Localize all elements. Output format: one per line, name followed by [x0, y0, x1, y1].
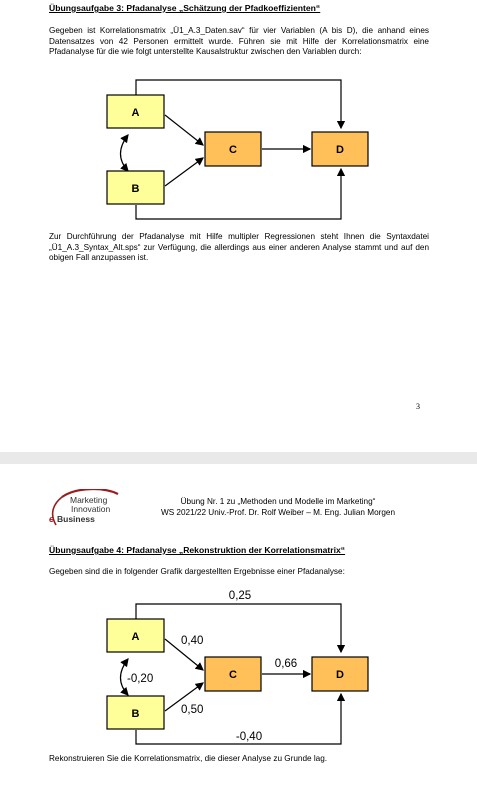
svg-text:Marketing: Marketing	[70, 495, 108, 505]
course-header-line-2: WS 2021/22 Univ.-Prof. Dr. Rolf Weiber – M. Eng. Julian Morgen	[160, 508, 396, 517]
box-b-label: B	[131, 708, 140, 720]
document-page-4	[0, 464, 477, 790]
arrow-a-to-d	[136, 604, 341, 652]
svg-text:e: e	[49, 514, 55, 524]
marketing-innovation-ebusiness-logo	[48, 489, 120, 527]
box-d-label: D	[336, 669, 344, 681]
arrow-a-to-c	[165, 115, 203, 145]
box-b-label: B	[131, 183, 140, 195]
page-number: 3	[416, 402, 420, 411]
box-c-label: C	[229, 669, 237, 681]
svg-text:Business: Business	[57, 514, 95, 524]
coef-b-c: 0,50	[181, 704, 204, 716]
coef-b-d: -0,40	[235, 731, 263, 743]
exercise-3-intro: Gegeben ist Korrelationsmatrix „Ü1_A.3_Daten.sav“ für vier Variablen (A bis D), die anhand eines Datensatzes von 42 Personen ermittelt wurde. Führen sie mit Hilfe der Korrelationsmatrix eine Pfadanalyse für die wie folgt unterstellte Kausalstruktur zwischen den Variablen durch:	[49, 26, 429, 56]
coef-a-b: -0,20	[127, 673, 154, 685]
arrow-b-to-d	[136, 169, 341, 219]
exercise-3-heading: Übungsaufgabe 3: Pfadanalyse „Schätzung der Pfadkoeffizienten“	[49, 3, 321, 13]
box-c-label: C	[229, 144, 237, 156]
arrow-b-to-c	[165, 158, 203, 186]
coef-a-d: 0,25	[228, 590, 252, 602]
box-d-label: D	[336, 144, 344, 156]
coef-c-d: 0,66	[274, 658, 298, 670]
exercise-4-intro: Gegeben sind die in folgender Grafik dargestellten Ergebnisse einer Pfadanalyse:	[49, 567, 345, 576]
arrow-a-b-correlation	[121, 135, 129, 171]
exercise-4-heading: Übungsaufgabe 4: Pfadanalyse „Rekonstruktion der Korrelationsmatrix“	[49, 545, 346, 555]
course-header	[128, 496, 428, 518]
svg-text:Innovation: Innovation	[71, 504, 111, 514]
box-a-label: A	[131, 631, 140, 643]
exercise-3-outro: Zur Durchführung der Pfadanalyse mit Hilfe multipler Regressionen steht Ihnen die Syntaxdatei „Ü1_A.3_Syntax_Alt.sps“ zur Verfügung, die allerdings aus einer anderen Analyse stammt und auf den obigen Fall anzupassen ist.	[49, 232, 429, 262]
arrow-a-to-d	[136, 80, 341, 128]
page-separator	[0, 452, 477, 464]
exercise-4-outro: Rekonstruieren Sie die Korrelationsmatrix, die dieser Analyse zu Grunde lag.	[49, 754, 328, 763]
path-diagram-3	[0, 78, 477, 228]
coef-a-c: 0,40	[181, 635, 204, 647]
path-diagram-4	[0, 584, 477, 754]
box-a-label: A	[131, 107, 140, 119]
course-header-line-1: Übung Nr. 1 zu „Methoden und Modelle im Marketing“	[180, 497, 376, 506]
